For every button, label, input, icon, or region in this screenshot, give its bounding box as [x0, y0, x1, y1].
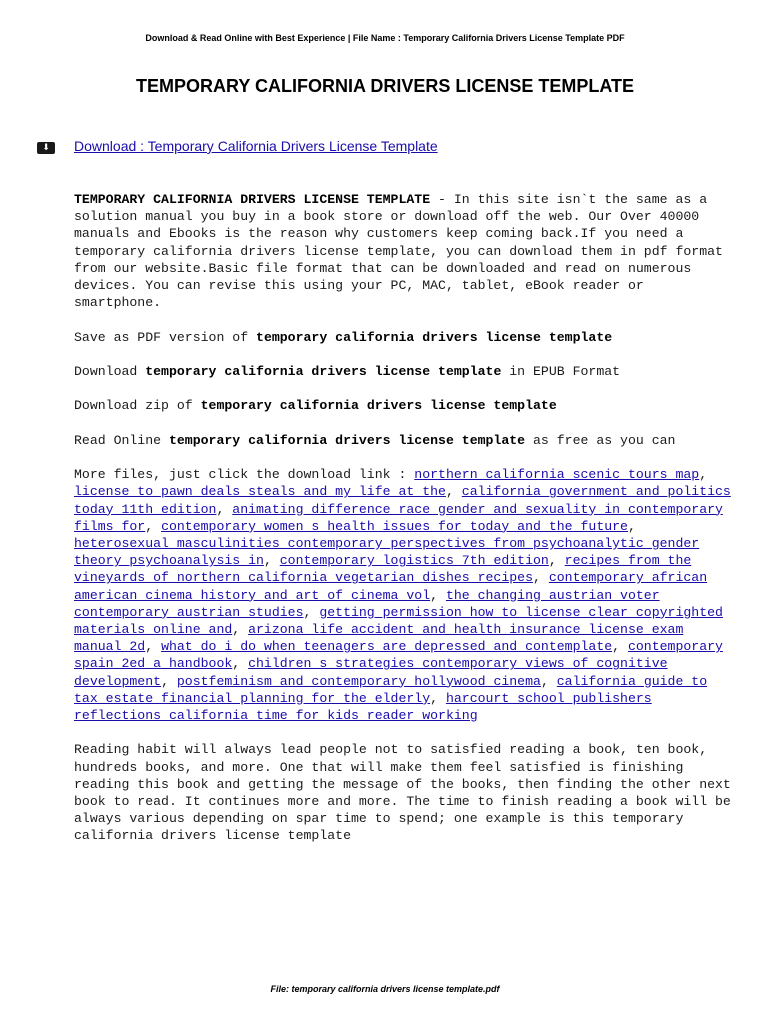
epub-bold: temporary california drivers license template: [145, 364, 502, 379]
read-online-bold: temporary california drivers license template: [168, 432, 526, 448]
more-files-link[interactable]: the changing austrian voter contemporary austrian studies: [74, 587, 660, 620]
more-files-paragraph: More files, just click the download link : northern california scenic tours map, license to pawn deals steals and my life at the, california government and politics today 11th edition, animating difference race gender and sexuality in contemporary films for, contemporary women s health issues for today and the future, heterosexual masculinities contemporary perspectives from psychoanalytic gender theory psychoanalysis in, contemporary logistics 7th edition, recipes from the vineyards of northern california vegetarian dishes recipes, contemporary african american cinema history and art of cinema vol, the changing austrian voter contemporary austrian studies, getting permission how to license clear copyrighted materials online and, arizona life accident and health insurance license exam manual 2d, what do i do when teenagers are depressed and contemplate, contemporary spain 2ed a handbook, children s strategies contemporary views of cognitive development, postfeminism and contemporary hollywood cinema, california guide to tax estate financial planning for the elderly, harcourt school publishers reflections california time for kids reader working: [74, 467, 731, 724]
more-files-intro: More files, just click the download link :: [74, 467, 415, 483]
save-pdf-prefix: Save as PDF version of: [74, 329, 257, 345]
read-online-suffix: as free as you can: [525, 432, 676, 448]
more-files-link[interactable]: heterosexual masculinities contemporary perspectives from psychoanalytic gender theory psychoanalysis in: [74, 535, 700, 569]
more-files-link[interactable]: contemporary african american cinema history and art of cinema vol: [74, 570, 708, 603]
more-files-link[interactable]: postfeminism and contemporary hollywood cinema: [176, 673, 541, 689]
more-files-link[interactable]: contemporary spain 2ed a handbook: [74, 639, 723, 672]
zip-bold: temporary california drivers license template: [200, 398, 557, 414]
more-files-link[interactable]: california government and politics today 11th edition: [74, 484, 731, 517]
more-files-link[interactable]: children s strategies contemporary views of cognitive development: [74, 656, 668, 689]
zip-prefix: Download zip of: [74, 398, 201, 414]
download-link[interactable]: Download : Temporary California Drivers License Template: [74, 138, 438, 154]
intro-text: - In this site isn`t the same as a solution manual you buy in a book store or download off the web. Our Over 40000 manuals and Ebooks is the reason why customers keep coming back.If you need a temporary california drivers license template, you can download them in pdf format from our website.Basic file format that can be downloaded and read on numerous devices. You can revise this using your PC, MAC, tablet, eBook reader or smartphone.: [74, 192, 723, 311]
more-files-link[interactable]: northern california scenic tours map: [414, 467, 700, 483]
more-files-link[interactable]: harcourt school publishers reflections california time for kids reader working: [74, 690, 652, 724]
epub-line: [74, 363, 734, 380]
closing-paragraph: Reading habit will always lead people not to satisfied reading a book, ten book, hundreds books, and more. One that will make them feel satisfied is finishing reading this book and getting the message of the books, then finding the other next book to read. It continues more and more. The time to finish reading a book will be always various depending on spar time to spend; one example is this temporary california drivers license template: [74, 742, 731, 844]
intro-bold-title: TEMPORARY CALIFORNIA DRIVERS LICENSE TEMPLATE: [74, 192, 431, 207]
zip-line: [74, 397, 734, 414]
document-body: [74, 191, 734, 862]
more-files-link[interactable]: getting permission how to license clear copyrighted materials online and: [74, 604, 723, 637]
epub-prefix: Download: [74, 364, 146, 379]
intro-paragraph: [74, 191, 734, 311]
page-footer: File: temporary california drivers license template.pdf: [270, 984, 500, 994]
read-online-line: [74, 432, 734, 449]
document-title: TEMPORARY CALIFORNIA DRIVERS LICENSE TEMPLATE: [135, 76, 635, 96]
more-files-link[interactable]: arizona life accident and health insurance license exam manual 2d: [74, 622, 684, 655]
more-files-link[interactable]: california guide to tax estate financial planning for the elderly: [74, 673, 708, 706]
read-online-prefix: Read Online: [74, 432, 169, 448]
more-files-link[interactable]: contemporary logistics 7th edition: [279, 553, 549, 569]
more-files-link[interactable]: recipes from the vineyards of northern california vegetarian dishes recipes: [74, 553, 692, 586]
more-files-link[interactable]: contemporary women s health issues for today and the future: [161, 518, 628, 534]
epub-suffix: in EPUB Format: [501, 364, 621, 379]
more-files-link[interactable]: license to pawn deals steals and my life at the: [74, 484, 446, 500]
page-header: Download & Read Online with Best Experience | File Name : Temporary California Drivers License Template PDF: [145, 33, 625, 43]
download-icon[interactable]: ⬇: [37, 142, 55, 154]
more-files-link[interactable]: animating difference race gender and sexuality in contemporary films for: [74, 501, 723, 534]
more-files-link[interactable]: what do i do when teenagers are depressed and contemplate: [161, 639, 613, 655]
save-pdf-bold: temporary california drivers license template: [256, 329, 613, 345]
save-pdf-line: [74, 329, 734, 346]
